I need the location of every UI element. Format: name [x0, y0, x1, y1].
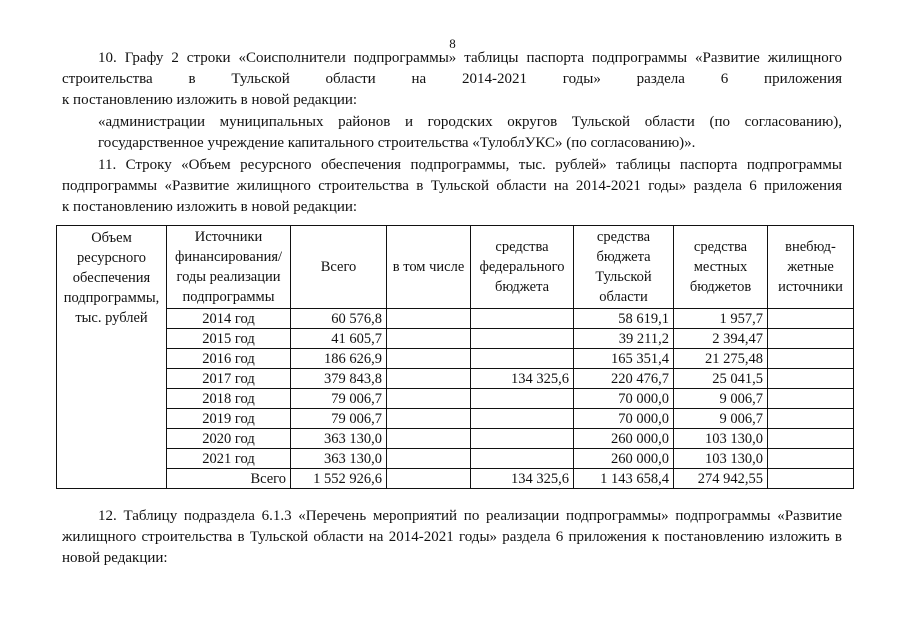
header-line: Источники [194, 229, 263, 245]
header-line: источники [778, 279, 843, 295]
p12-line-2: жилищного строительства в Тульской области на 2014-2021 годы» раздела 6 приложения к постановлению изложить в [62, 529, 842, 545]
row-label-cell [57, 226, 167, 489]
totals-offbudget [768, 469, 854, 489]
table-row [57, 369, 854, 389]
table-row [57, 329, 854, 349]
totals-label: Всего [167, 469, 291, 489]
table-row [57, 429, 854, 449]
federal-cell [471, 409, 574, 429]
local-cell: 103 130,0 [674, 429, 768, 449]
offbudget-cell [768, 429, 854, 449]
offbudget-cell [768, 449, 854, 469]
header-line: Тульской [595, 269, 652, 285]
year-cell: 2014 год [167, 309, 291, 329]
p10-line-5: государственное учреждение капитального строительства «ТулоблУКС» (по согласованию)». [98, 135, 696, 151]
header-line: годы реализации [176, 269, 281, 285]
federal-cell [471, 429, 574, 449]
offbudget-cell [768, 369, 854, 389]
total-cell: 363 130,0 [291, 449, 387, 469]
header-including: в том числе [387, 226, 471, 309]
total-cell: 79 006,7 [291, 409, 387, 429]
table-row [57, 449, 854, 469]
local-cell: 9 006,7 [674, 389, 768, 409]
header-offbudget [768, 226, 854, 309]
header-regional [574, 226, 674, 309]
p12-line-1: 12. Таблицу подраздела 6.1.3 «Перечень мероприятий по реализации подпрограммы» подпрограммы «Развитие [98, 508, 842, 524]
header-sources [167, 226, 291, 309]
offbudget-cell [768, 409, 854, 429]
p11-line-3: к постановлению изложить в новой редакции: [62, 199, 358, 215]
year-cell: 2018 год [167, 389, 291, 409]
including-cell [387, 329, 471, 349]
regional-cell: 220 476,7 [574, 369, 674, 389]
total-cell: 379 843,8 [291, 369, 387, 389]
total-cell: 79 006,7 [291, 389, 387, 409]
header-line: области [599, 289, 648, 305]
local-cell: 103 130,0 [674, 449, 768, 469]
total-cell: 363 130,0 [291, 429, 387, 449]
totals-including [387, 469, 471, 489]
including-cell [387, 389, 471, 409]
p11-line-1: 11. Строку «Объем ресурсного обеспечения подпрограммы, тыс. рублей» таблицы паспорта подпрограммы [98, 157, 842, 173]
including-cell [387, 349, 471, 369]
regional-cell: 58 619,1 [574, 309, 674, 329]
year-cell: 2019 год [167, 409, 291, 429]
totals-federal: 134 325,6 [471, 469, 574, 489]
totals-local: 274 942,55 [674, 469, 768, 489]
local-cell: 9 006,7 [674, 409, 768, 429]
header-line: жетные [787, 259, 834, 275]
p10-line-3: к постановлению изложить в новой редакции: [62, 92, 358, 108]
regional-cell: 260 000,0 [574, 449, 674, 469]
year-cell: 2021 год [167, 449, 291, 469]
federal-cell [471, 329, 574, 349]
year-cell: 2015 год [167, 329, 291, 349]
header-total: Всего [291, 226, 387, 309]
header-line: внебюд- [785, 239, 836, 255]
total-cell: 60 576,8 [291, 309, 387, 329]
p12-line-3: новой редакции: [62, 550, 168, 566]
regional-cell: 70 000,0 [574, 409, 674, 429]
page-number: 8 [449, 36, 456, 51]
header-local [674, 226, 768, 309]
header-line: средства [495, 239, 549, 255]
p10-line-1: 10. Графу 2 строки «Соисполнители подпрограммы» таблицы паспорта подпрограммы «Развитие жилищного [98, 50, 842, 66]
header-line: местных [693, 259, 748, 275]
totals-row [57, 469, 854, 489]
totals-regional: 1 143 658,4 [574, 469, 674, 489]
header-line: подпрограммы [182, 289, 275, 305]
offbudget-cell [768, 329, 854, 349]
total-cell: 41 605,7 [291, 329, 387, 349]
row-label-line: подпрограммы, [63, 290, 160, 306]
table-row [57, 409, 854, 429]
header-federal [471, 226, 574, 309]
row-label-line: Объем [91, 230, 132, 246]
regional-cell: 260 000,0 [574, 429, 674, 449]
offbudget-cell [768, 349, 854, 369]
regional-cell: 70 000,0 [574, 389, 674, 409]
local-cell: 1 957,7 [674, 309, 768, 329]
row-label-line: обеспечения [72, 270, 151, 286]
local-cell: 25 041,5 [674, 369, 768, 389]
federal-cell [471, 389, 574, 409]
offbudget-cell [768, 309, 854, 329]
year-cell: 2017 год [167, 369, 291, 389]
regional-cell: 39 211,2 [574, 329, 674, 349]
table-row [57, 309, 854, 329]
header-line: средства [596, 229, 651, 245]
table-row [57, 349, 854, 369]
row-label-line: тыс. рублей [75, 310, 148, 326]
p11-line-2: подпрограммы «Развитие жилищного строительства в Тульской области на 2014-2021 годы» раздела 6 приложения [62, 178, 842, 194]
year-cell: 2016 год [167, 349, 291, 369]
including-cell [387, 409, 471, 429]
header-line: бюджета [596, 249, 651, 265]
total-cell: 186 626,9 [291, 349, 387, 369]
including-cell [387, 429, 471, 449]
row-label-line: ресурсного [76, 250, 147, 266]
offbudget-cell [768, 389, 854, 409]
federal-cell [471, 309, 574, 329]
p10-line-4: «администрации муниципальных районов и городских округов Тульской области (по согласованию), [98, 114, 842, 130]
federal-cell [471, 349, 574, 369]
including-cell [387, 309, 471, 329]
year-cell: 2020 год [167, 429, 291, 449]
header-line: бюджета [494, 279, 550, 295]
header-line: финансирования/ [174, 249, 283, 265]
local-cell: 21 275,48 [674, 349, 768, 369]
p10-line-2: строительства в Тульской области на 2014-2021 годы» раздела 6 приложения [62, 71, 842, 87]
table-row [57, 389, 854, 409]
totals-total: 1 552 926,6 [291, 469, 387, 489]
header-line: федерального [479, 259, 565, 275]
including-cell [387, 369, 471, 389]
resource-table [56, 225, 854, 489]
local-cell: 2 394,47 [674, 329, 768, 349]
table-header-row [57, 226, 854, 309]
regional-cell: 165 351,4 [574, 349, 674, 369]
header-line: бюджетов [689, 279, 752, 295]
federal-cell [471, 449, 574, 469]
federal-cell: 134 325,6 [471, 369, 574, 389]
header-line: средства [693, 239, 748, 255]
including-cell [387, 449, 471, 469]
